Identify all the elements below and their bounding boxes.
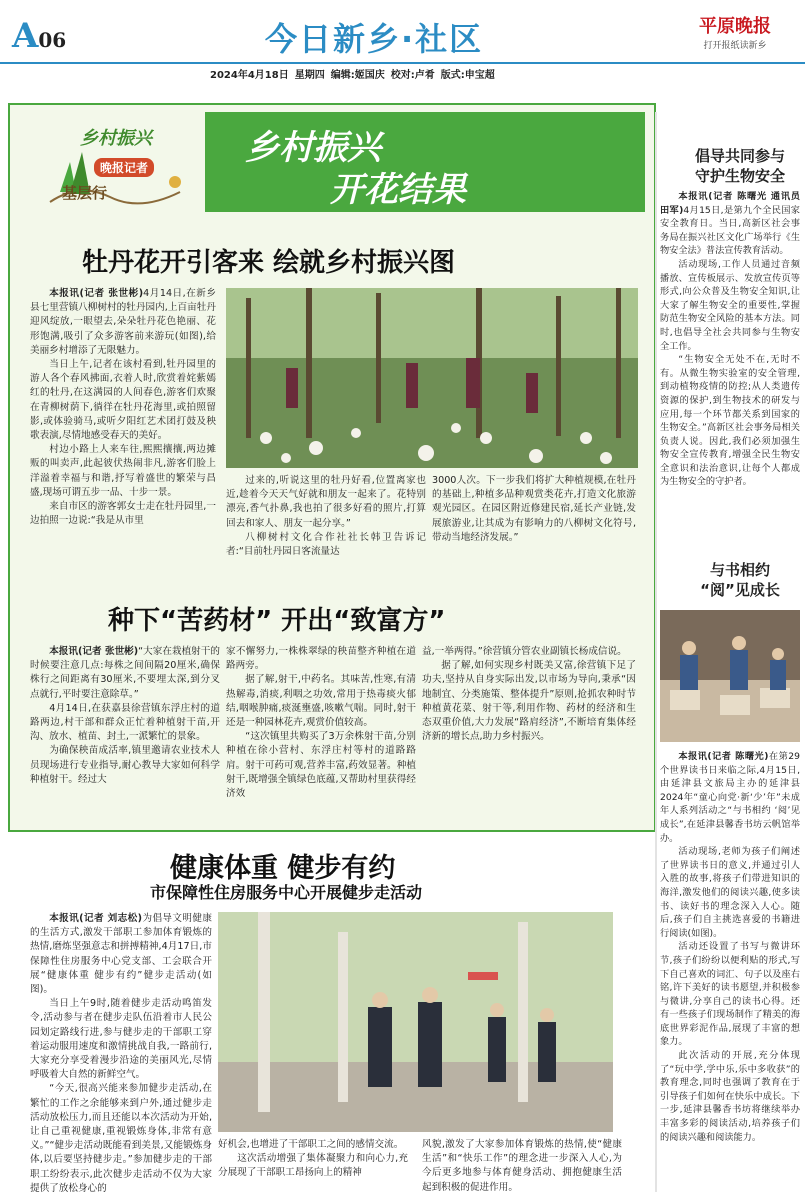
peony-p5: 过来的,听说这里的牡丹好看,位置离家也近,趁着今天天气好就和朋友一起来了。花特别漂亮,香气扑鼻,我也拍了很多好看的照片,打算回去和家人、朋友一起分享。” (226, 475, 426, 529)
herb-p4: 家不懈努力,一株株翠绿的秧苗整齐种植在道路两旁。 (226, 646, 416, 672)
health-col1 (30, 912, 212, 1196)
herb-p7: 益,一举两得。”徐营镇分管农业副镇长杨成信说。 (422, 646, 627, 657)
column-tag: 晚报记者 (94, 158, 154, 177)
page-letter: A (12, 16, 39, 56)
dateline (210, 66, 501, 81)
herb-p2: 4月14日,在获嘉县徐营镇东浮庄村的道路两边,村干部和群众正忙着种植射干苗,开沟、放水、植苗、封土,一派繁忙的景象。 (30, 702, 220, 743)
peony-p3: 村边小路上人来车往,熙熙攘攘,两边摊贩的叫卖声,此起彼伏热闹非凡,游客们脸上洋溢着幸福与和谐,抒写着盛世的繁荣与昌盛,现场可谓五步一品、十步一景。 (30, 444, 216, 498)
peony-p2: 当日上午,记者在该村看到,牡丹园里的游人各个春风拂面,衣着人时,欣赏着姹紫嫣红的牡丹,在这满园的人间春色,游客们欢聚在青柳树荫下,徜徉在牡丹花海里,或拍照留影,或体验骑马,或听夕阳红艺术团打鼓及秧歌表演,尽情地感受春天的美好。 (30, 359, 216, 442)
health-p6: 风貌,激发了大家参加体育锻炼的热情,使“健康生活”和“快乐工作”的理念进一步深入人心,为今后更多地参与体育健身活动、拥抱健康生活起到积极的促进作用。 (422, 1139, 622, 1193)
health-p2: 当日上午9时,随着健步走活动鸣笛发令,活动参与者在健步走队伍沿着市人民公园划定路线行进,参与健步走的干部职工穿着运动服用速度和激情挑战自我,一路前行,大家充分享受着漫步沿途的美丽风光,尽情呼吸着大自然的新鲜空气。 (30, 998, 212, 1081)
editor: 编辑:姬国庆 (330, 70, 385, 81)
page-number (12, 16, 66, 56)
peony-headline: 牡丹花开引客来 绘就乡村振兴图 (82, 248, 456, 278)
banner-title-line1: 乡村振兴 (245, 128, 381, 168)
biosafety-p1: 4月15日,是第九个全民国家安全教育日。当日,高新区社会事务局在振兴社区文化广场举行《生物安全法》普法宣传教育活动。 (660, 204, 800, 257)
biosafety-p2: 活动现场,工作人员通过音频播放、宣传板展示、发放宣传页等形式,向公众普及生物安全知识,让大家了解生物安全的重要性,掌握防范生物安全风险的基本方法。同时,也倡导全社会共同参与生物安全工作。 (660, 258, 800, 352)
biosafety-p3: “生物安全无处不在,无时不有。从微生物实验室的安全管理,到动植物疫情的防控;从人类遗传资源的保护,到生物技术的研发与应用,每一个环节都关系到国家的生物安全。”高新区社会事务局相关负责人说。因此,我们必须加强生物安全宣传教育,增强全民生物安全意识和法治意识,让每个人都成为生物安全的守护者。 (660, 354, 800, 488)
health-p5: 这次活动增强了集体凝聚力和向心力,充分展现了干部职工昂扬向上的精神 (218, 1153, 408, 1179)
banner-title-line2: 开花结果 (330, 170, 466, 210)
health-headline: 健康体重 健步有约 (170, 853, 396, 884)
peony-p1: 4月14日,在新乡县七里营镇八柳树村的牡丹园内,上百亩牡丹迎风绽放,一眼望去,朵朵牡丹花色艳丽、花形饱满,吸引了众多游客前来游玩(如图),给美丽乡村增添了无限魅力。 (30, 288, 216, 356)
peony-col2 (226, 474, 426, 559)
header-rule (0, 62, 805, 64)
reading-article (660, 750, 800, 1144)
health-p3: “今天,很高兴能来参加健步走活动,在繁忙的工作之余能够来到户外,通过健步走活动放松压力,而且还能以本次活动为开始,让自己重视健康,重视锻炼身体,非常有意义。”“健步走活动既能看到美景,又能锻炼身体,以后要坚持健步走。”参加健步走的干部职工纷纷表示,此次健步走活动不仅为大家提供了放松身心的 (30, 1083, 212, 1194)
peony-col1 (30, 287, 216, 528)
peony-col3 (432, 474, 636, 545)
column-sub: 基层行 (62, 184, 108, 202)
herb-col2 (226, 645, 416, 801)
health-subheadline: 市保障性住房服务中心开展健步走活动 (150, 883, 423, 902)
peony-p7: 3000人次。下一步我们将扩大种植规模,在牡丹的基础上,种植多品种观赏类花卉,打造文化旅游观光园区。在园区附近修建民宿,延长产业链,发展旅游业,让其成为有影响力的八柳树文化符号,带动当地经济发展。” (432, 475, 636, 543)
sidebar-rule (655, 112, 657, 1192)
health-p4: 好机会,也增进了干部职工之间的感情交流。 (218, 1139, 404, 1150)
health-col3 (422, 1138, 622, 1195)
reading-headline: 与书相约 “阅”见成长 (700, 561, 780, 599)
peony-byline: 本报讯(记者 张世彬) (49, 288, 144, 299)
masthead: 今日新乡·社区 (265, 20, 484, 58)
reading-p2: 活动现场,老师为孩子们阐述了世界读书日的意义,并通过引人入胜的故事,将孩子们带进知识的海洋,激发他们的阅读兴趣,使多读书、读好书的理念深入人心。随后,孩子们自主挑选喜爱的书籍进行阅读(如图)。 (660, 846, 800, 939)
page-num: 06 (38, 28, 67, 52)
peony-p4: 来自市区的游客郭女士走在牡丹园里,一边拍照一边说:“我是从市里 (30, 501, 216, 527)
logo-slogan: 打开报纸读新乡 (703, 41, 767, 51)
reading-byline: 本报讯(记者 陈曙光) (678, 751, 769, 762)
health-byline: 本报讯(记者 刘志松) (49, 913, 143, 924)
column-name: 乡村振兴 (80, 128, 152, 149)
reading-event-photo (660, 610, 800, 742)
herb-p3: 为确保秧苗成活率,镇里邀请农业技术人员现场进行专业指导,耐心教导大家如何科学种植射干。经过大 (30, 745, 220, 785)
logo-name: 平原晚报 (699, 16, 771, 37)
layout-credit: 版式:申宝超 (440, 70, 495, 81)
herb-p8: 据了解,如何实现乡村既美又富,徐营镇下足了功夫,坚持从自身实际出发,以市场为导向,秉承“因地制宜、分类施策、整体提升”原则,抢抓农种时节种植黄花菜、射干等,利用作物、药材的经济和生态双重价值,大力发展“路肩经济”,不断培育集体经济新的增长点,助力乡村振兴。 (422, 660, 636, 743)
newspaper-logo (680, 12, 790, 51)
walking-event-photo (218, 912, 613, 1132)
health-p1: 为倡导文明健康的生活方式,激发干部职工参加体育锻炼的热情,磨炼坚强意志和拼搏精神,4月17日,市保障性住房服务中心党支部、工会联合开展“健康体重 健步有约”健步走活动(如图)。 (30, 913, 213, 996)
herb-col1 (30, 645, 220, 787)
biosafety-byline: 本报讯(记者 陈曙光 通讯员 田军) (660, 191, 800, 216)
biosafety-article (660, 190, 800, 489)
herb-p6: “这次镇里共购买了3万余株射干苗,分别种植在徐小营村、东浮庄村等村的道路路肩。射干可药可观,营养丰富,药效显著。种植射干,既增强全镇绿色底蕴,又帮助村里获得经济效 (226, 731, 416, 800)
herb-p1: “大家在栽植射干的时候要注意几点:每株之间间隔20厘米,确保株行之间距离有30厘米,不要埋太深,到分叉点就行,平时要注意除草。” (30, 646, 220, 700)
herb-byline: 本报讯(记者 张世彬) (49, 646, 139, 657)
weekday: 星期四 (294, 70, 325, 81)
herb-p5: 据了解,射干,中药名。其味苦,性寒,有清热解毒,消痰,利咽之功效,常用于热毒痰火郁结,咽喉肿痛,痰涎壅盛,咳嗽气喘。同时,射干还是一种园林花卉,观赏价值较高。 (226, 674, 416, 729)
reading-p1: 在第29个世界读书日来临之际,4月15日,由延津县文旅局主办的延津县2024年“童心向党·新‘少’年”未成年人系列活动之“与书相约 ‘阅’见成长”,在延津县馨香书坊云帆馆举办。 (660, 751, 800, 844)
date: 2024年4月18日 (210, 70, 289, 81)
health-col2 (218, 1138, 408, 1181)
peony-p6: 八柳树村文化合作社社长韩卫告诉记者:“目前牡丹园日客流量达 (226, 531, 426, 558)
herb-col3 (422, 645, 636, 744)
biosafety-headline: 倡导共同参与 守护生物安全 (694, 147, 785, 185)
proofreader: 校对:卢肴 (390, 70, 435, 81)
peony-garden-photo (226, 288, 638, 468)
herb-headline: 种下“苦药材” 开出“致富方” (108, 606, 446, 636)
reading-p3: 活动还设置了书写与微讲环节,孩子们纷纷以便利贴的形式,写下自己喜欢的词汇、句子以及座右铭,许下美好的读书愿望,并积极参与微讲,分享自己的读书心得。还有一些孩子们现场制作了精美的海底世界彩泥作品,展现了丰富的想象力。 (660, 941, 800, 1048)
reading-p4: 此次活动的开展,充分体现了“玩中学,学中乐,乐中多收获”的教育理念,同时也强调了教育在于引导孩子们如何在快乐中成长。下一步,延津县馨香书坊将继续举办丰富多彩的阅读活动,培养孩子们的阅读兴趣和阅读能力。 (660, 1050, 800, 1143)
